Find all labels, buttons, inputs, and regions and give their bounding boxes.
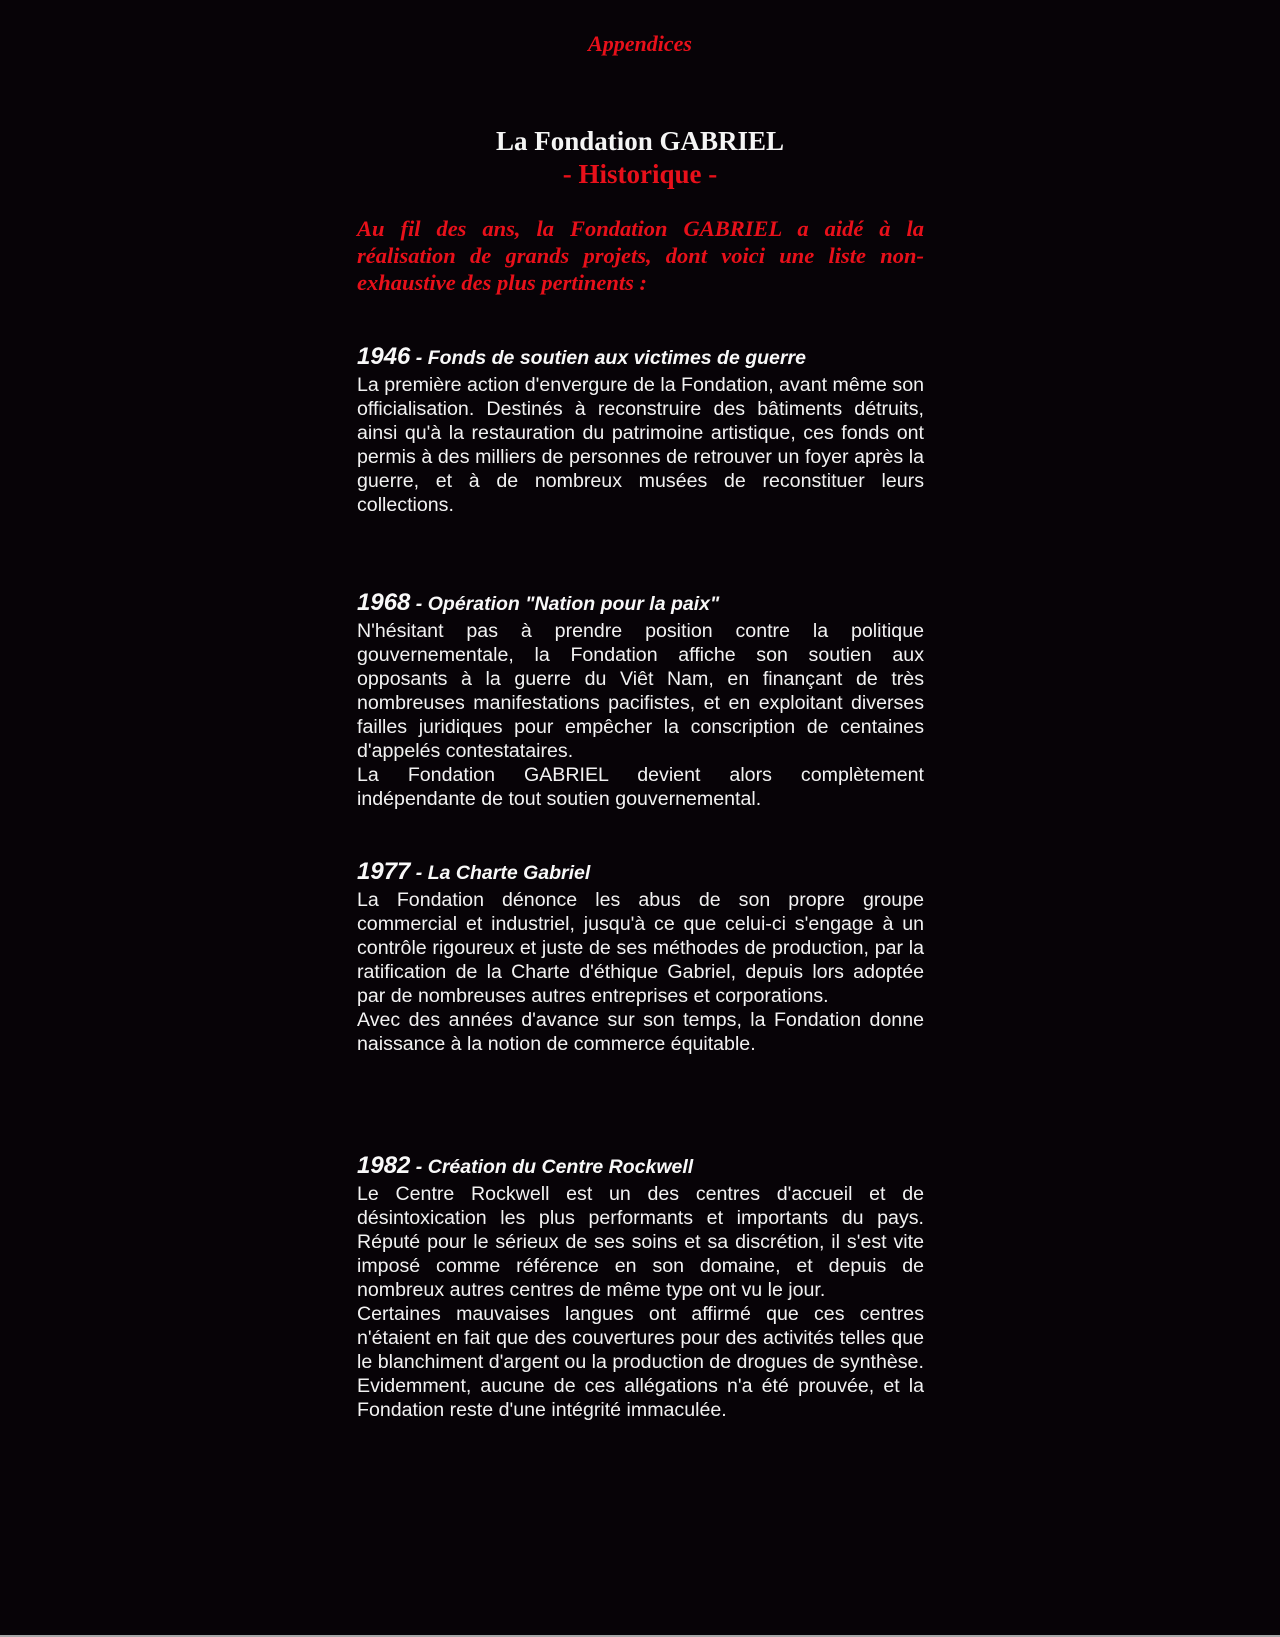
entry-paragraph: Evidemment, aucune de ces allégations n'a été prouvée, et la Fondation reste d'une intégrité immaculée. [357,1375,924,1421]
page-title: La Fondation GABRIEL [495,126,785,156]
timeline-entry [357,344,924,517]
intro-paragraph: Au fil des ans, la Fondation GABRIEL a aidé à la réalisation de grands projets, dont voici une liste non-exhaustive des plus pertinents : [357,216,924,295]
entry-year: 1977 [357,858,411,885]
entry-paragraph: La première action d'envergure de la Fondation, avant même son officialisation. Destinés à reconstruire des bâtiments détruits, ainsi qu'à la restauration du patrimoine artistique, ces fonds ont permis à des milliers de personnes de retrouver un foyer après la guerre, et à de nombreux musées de reconstituer leurs collections. [357,374,924,516]
entry-title: Opération "Nation pour la paix" [427,593,720,615]
entry-separator: - [410,347,428,369]
entry-year: 1968 [357,589,411,616]
entry-heading [357,344,924,373]
entry-body [357,619,924,811]
entry-body [357,888,924,1056]
timeline-entry [357,859,924,1056]
entry-separator: - [410,1156,428,1178]
entry-year: 1982 [357,1152,411,1179]
entry-year: 1946 [357,343,411,370]
entry-heading [357,859,924,888]
section-label: Appendices [588,31,692,56]
entry-body [357,373,924,517]
entry-paragraph: N'hésitant pas à prendre position contre la politique gouvernementale, la Fondation affiche son soutien aux opposants à la guerre du Viêt Nam, en finançant de très nombreuses manifestations pacifistes, et en exploitant diverses failles juridiques pour empêcher la conscription de centaines d'appelés contestataires. [357,620,924,762]
entry-title: Fonds de soutien aux victimes de guerre [427,347,806,369]
timeline-entry [357,1153,924,1422]
timeline-entry [357,590,924,811]
entry-heading [357,590,924,619]
entry-paragraph: La Fondation GABRIEL devient alors complètement indépendante de tout soutien gouvernemental. [357,764,924,810]
entry-paragraph: La Fondation dénonce les abus de son propre groupe commercial et industriel, jusqu'à ce que celui-ci s'engage à un contrôle rigoureux et juste de ses méthodes de production, par la ratification de la Charte d'éthique Gabriel, depuis lors adoptée par de nombreuses autres entreprises et corporations. [357,889,924,1007]
entry-title: La Charte Gabriel [427,862,591,884]
entry-separator: - [410,593,428,615]
entry-body [357,1182,924,1422]
entry-paragraph: Certaines mauvaises langues ont affirmé que ces centres n'étaient en fait que des couvertures pour des activités telles que le blanchiment d'argent ou la production de drogues de synthèse. [357,1303,924,1373]
entry-separator: - [410,862,428,884]
entry-paragraph: Avec des années d'avance sur son temps, la Fondation donne naissance à la notion de commerce équitable. [357,1009,924,1055]
page-subtitle: - Historique - [562,159,718,189]
entry-heading [357,1153,924,1182]
entry-title: Création du Centre Rockwell [427,1156,694,1178]
entry-paragraph: Le Centre Rockwell est un des centres d'accueil et de désintoxication les plus performants et importants du pays. Réputé pour le sérieux de ses soins et sa discrétion, il s'est vite imposé comme référence en son domaine, et depuis de nombreux autres centres de même type ont vu le jour. [357,1183,924,1301]
